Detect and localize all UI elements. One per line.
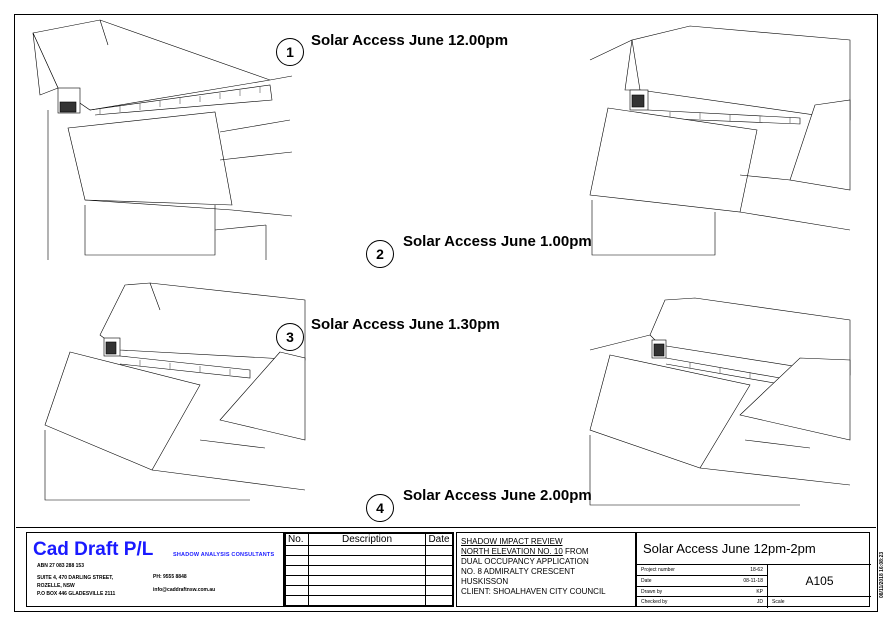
field-value: KP [756,588,763,595]
title-block [16,527,876,612]
project-from: FROM [562,547,589,556]
rev-header-no: No. [286,534,309,546]
table-row [286,586,453,596]
view-3-label: Solar Access June 1.30pm [311,316,500,333]
view-4-label: Solar Access June 2.00pm [403,487,592,504]
field-date [637,576,767,587]
view-2-drawing [590,26,850,255]
print-timestamp: 08/11/2018 16:08:23 [879,551,885,598]
sheet-number: A105 [767,565,871,597]
table-row [286,556,453,566]
field-label: Drawn by [641,588,663,595]
scale-label: Scale [767,597,871,608]
table-row [286,596,453,606]
company-block [26,532,284,607]
field-label: Date [641,577,652,584]
rev-header-description: Description [309,534,426,546]
view-1-drawing [33,20,292,260]
field-label: Checked by [641,599,668,606]
project-line: DUAL OCCUPANCY APPLICATION [461,557,589,566]
view-4-drawing [590,298,850,505]
company-contact [153,571,215,597]
field-label: Project number [641,567,675,573]
project-description [456,532,636,607]
company-tagline: SHADOW ANALYSIS CONSULTANTS [173,552,275,558]
company-name: Cad Draft P/L [33,539,154,560]
address-line: SUITE 4, 470 DARLING STREET, [37,575,114,581]
field-value: JD [756,599,763,606]
field-value: 08-11-18 [743,577,763,584]
view-2-label: Solar Access June 1.00pm [403,233,592,250]
field-checked-by [637,597,767,608]
address-line: P.O BOX 446 GLADESVILLE 2111 [37,591,116,597]
view-3-drawing [45,283,305,500]
field-value: 18-62 [750,567,763,573]
view-2-number: 2 [366,240,394,268]
company-abn: ABN 27 083 288 153 [37,563,84,569]
company-address [37,574,115,598]
company-email: info@caddraftnsw.com.au [153,587,216,593]
sheet-info [636,532,870,607]
view-4-number: 4 [366,494,394,522]
sheet-fields [637,565,871,608]
table-row [286,576,453,586]
view-3-number: 3 [276,323,304,351]
field-drawn-by [637,587,767,598]
project-elevation: NORTH ELEVATION NO. 10 [461,547,563,556]
address-line: ROZELLE, NSW [37,583,75,589]
table-row [286,566,453,576]
project-line: NO. 8 ADMIRALTY CRESCENT [461,567,575,576]
revision-table [284,532,454,607]
rev-header-date: Date [426,534,453,546]
view-1-number: 1 [276,38,304,66]
company-phone: PH: 9555 8848 [153,574,187,580]
view-1-label: Solar Access June 12.00pm [311,32,509,49]
sheet-title: Solar Access June 12pm-2pm [637,533,871,565]
project-client: CLIENT: SHOALHAVEN CITY COUNCIL [461,587,606,596]
project-line [461,547,635,557]
project-line: HUSKISSON [461,577,509,586]
field-project-number [637,565,767,576]
table-row [286,546,453,556]
project-line: SHADOW IMPACT REVIEW [461,537,563,546]
